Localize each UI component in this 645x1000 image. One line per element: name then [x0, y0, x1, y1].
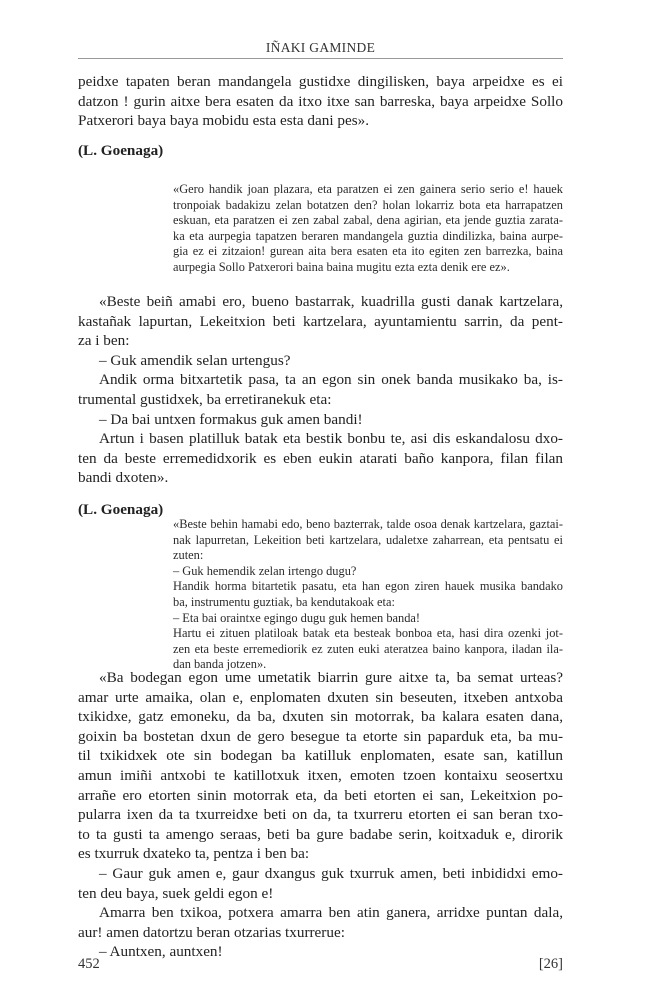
quote-line: Handik horma bitartetik pasatu, eta han egon ziren hauek musika bandako: [173, 579, 563, 594]
quote-line: ka eta aurpegia tapatzen beraren mandangela guztia dindilizka, baina aurpe-: [173, 228, 563, 243]
quote-line: nak lapurretan, Lekeition beti kartzelara, udaletxe zaharrean, eta pentsatu ei: [173, 532, 563, 547]
text-line: til txikidxek ote sin bodegan ba katilluk enplomaten, esate san, katillun: [78, 747, 563, 765]
story-paragraph-2: [78, 292, 563, 488]
running-header: IÑAKI GAMINDE: [78, 40, 563, 59]
attribution-1: (L. Goenaga): [78, 142, 164, 159]
text-line: Patxerori baya baya mobidu esta esta dani pes».: [78, 112, 370, 130]
text-line: bandi dxoten».: [78, 469, 169, 487]
text-line: ten deu baya, suek geldi egon e!: [78, 884, 274, 902]
text-line: datzon ! gurin aitxe bera esaten da itxo itxe san barreska, baya arpeidxe Sollo: [78, 92, 563, 110]
quote-line: – Guk hemendik zelan irtengo dugu?: [173, 563, 357, 578]
quote-line: «Gero handik joan plazara, eta paratzen ei zen gainera serio serio e! hauek: [173, 182, 563, 196]
quote-line: Hartu ei zituen platiloak batak eta besteak bonboa eta, hasi dira ozenki jot-: [173, 626, 563, 641]
quote-line: eskuan, eta paratzen ei zen zabal zabal, dena agirian, eta jende guztia zarata-: [173, 213, 563, 228]
quote-line: zuten:: [173, 548, 204, 563]
text-line: amun imiñi antxobi te katillotxuk itxen, emoten tzoen kontaixu seosertxu: [78, 766, 563, 784]
quote-line: dan banda jotzen».: [173, 657, 267, 672]
dialogue-line: – Guk amendik selan urtengus?: [99, 351, 291, 369]
text-line: aur! amen datortzu beran otzarias txurrerue:: [78, 923, 345, 941]
text-line: Andik orma bitxartetik pasa, ta an egon sin onek banda musikako ba, is-: [99, 371, 563, 389]
quote-line: gia ez ei zitzaion! gurean aita bera esaten eta ito egiten zen barrezka, baina: [173, 244, 563, 259]
text-line: peidxe tapaten beran mandangela gustidxe dingilisken, baya arpeidxe es ei: [78, 73, 563, 90]
text-line: es txurruk dxateko ta, pentza i ben ba:: [78, 845, 310, 863]
quote-line: ba, instrumentu guztiak, ba kendutakoak eta:: [173, 594, 395, 609]
text-line: to ta gusti ta amengo seraas, beti ba gure badabe serin, koitxaduk e, dirorik: [78, 825, 563, 843]
text-line: txikidxe, gatz emoneku, da ba, dxuten sin motorrak, ba kalara esaten dana,: [78, 708, 563, 726]
text-line: trumental gustidxek, ba erretiranekuk eta:: [78, 390, 332, 408]
top-paragraph: [78, 72, 563, 131]
bracket-page-number: [26]: [538, 956, 563, 972]
page-number: 452: [78, 956, 100, 972]
quote-line: – Eta bai oraintxe egingo dugu guk hemen banda!: [173, 610, 421, 625]
text-line: ten da beste erremedidxorik es eben eukin atarati baño kanpora, filan filan: [78, 449, 563, 467]
dialogue-line: – Auntxen, auntxen!: [99, 943, 223, 961]
text-line: amar urte amaika, olan e, enplomaten dxuten sin beseuten, itxeben antxoba: [78, 688, 563, 706]
text-line: «Beste beiñ amabi ero, bueno bastarrak, kuadrilla gusti danak kartzelara,: [99, 293, 563, 310]
text-line: pularra ixen da ta txurreidxe beti on da, ta txurreru etorten ei san beran txo-: [78, 806, 563, 824]
quote-line: aurpegia Sollo Patxerori baina baina mugitu ezta ezta denik ere ez».: [173, 259, 510, 274]
text-line: Amarra ben txikoa, potxera amarra ben atin ganera, arridxe puntan dala,: [99, 904, 563, 922]
text-line: Artun i basen platilluk batak eta bestik bonbu te, asi dis eskandalosu dxo-: [99, 430, 563, 448]
text-line: kastañak lapurtan, Lekeitxion beti kartzelara, ayuntamientu sarrin, da pent-: [78, 312, 563, 330]
story-paragraph-3: [78, 668, 563, 962]
quote-line: «Beste behin hamabi edo, beno bazterrak, talde osoa denak kartzelara, gaztai-: [173, 517, 563, 531]
text-line: «Ba bodegan egon ume umetatik biarrin gure aitxe ta, ba semat urteas?: [99, 669, 563, 686]
text-line: za i ben:: [78, 332, 130, 350]
attribution-2: (L. Goenaga): [78, 501, 164, 518]
translation-block-1: [173, 182, 563, 276]
text-line: goixin ba bostetan dxun de gero besegue ta etorte sin paparduk eta, ba mu-: [78, 727, 563, 745]
quote-line: tronpoiak badakizu zelan botatzen den? holan lokarriz bota eta harrapatzen: [173, 197, 563, 212]
dialogue-line: – Gaur guk amen e, gaur dxangus guk txurruk amen, beti inbididxi emo-: [99, 864, 563, 882]
translation-block-2: [173, 517, 563, 673]
dialogue-line: – Da bai untxen formakus guk amen bandi!: [99, 410, 363, 428]
text-line: arrañe ero etorten sinin motorrak eta, da beti etorten ei san, Lekeitxion po-: [78, 786, 563, 804]
quote-line: zen eta beste erremediorik ez zuten euki ateratzea baino kanpora, iladan ila-: [173, 641, 563, 656]
